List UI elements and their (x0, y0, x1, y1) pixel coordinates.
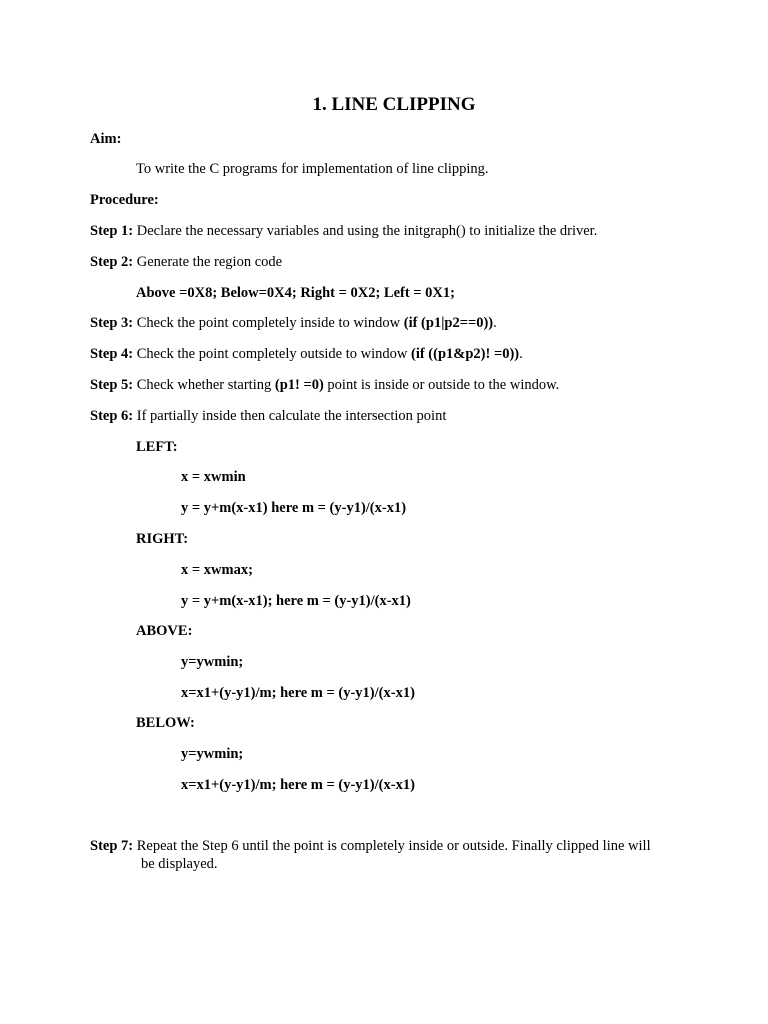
case-above-heading: ABOVE: (136, 623, 193, 639)
step-label: Step 2: (90, 254, 134, 270)
page-title: 1. LINE CLIPPING (312, 94, 476, 115)
step-text: Check the point completely outside to window (133, 346, 411, 362)
step-code: (p1! =0) (274, 377, 324, 393)
case-above-line-1: y=ywmin; (181, 654, 244, 670)
step-label: Step 5: (90, 377, 134, 393)
step-text: Generate the region code (133, 254, 283, 270)
step-label: Step 4: (90, 346, 134, 362)
step-label: Step 3: (90, 315, 134, 331)
procedure-heading: Procedure: (90, 192, 159, 208)
step-text: Repeat the Step 6 until the point is completely inside or outside. Finally clipped line will (133, 838, 651, 854)
case-left-line-1: x = xwmin (181, 469, 246, 485)
case-below-heading: BELOW: (136, 715, 195, 731)
step-5 (90, 376, 559, 394)
step-7 (90, 837, 651, 855)
step-4 (90, 345, 523, 363)
case-right-heading: RIGHT: (136, 531, 189, 547)
step-7-continuation: be displayed. (141, 856, 218, 872)
step-2 (90, 253, 282, 271)
step-label: Step 1: (90, 223, 134, 239)
case-left-heading: LEFT: (136, 439, 178, 455)
step-label: Step 7: (90, 838, 134, 854)
case-right-line-1: x = xwmax; (181, 562, 253, 578)
step-1 (90, 222, 597, 240)
case-below-line-1: y=ywmin; (181, 746, 244, 762)
step-code: (if ((p1&p2)! =0)) (410, 346, 520, 362)
step-text-end: . (519, 346, 523, 362)
region-code-values: Above =0X8; Below=0X4; Right = 0X2; Left = 0X1; (136, 285, 455, 301)
aim-heading: Aim: (90, 131, 122, 147)
step-text-end: point is inside or outside to the window. (323, 377, 560, 393)
step-3 (90, 314, 497, 332)
step-text: Declare the necessary variables and using the initgraph() to initialize the driver. (133, 223, 598, 239)
step-6 (90, 407, 446, 425)
step-text-end: . (493, 315, 497, 331)
case-right-line-2: y = y+m(x-x1); here m = (y-y1)/(x-x1) (181, 593, 411, 609)
case-below-line-2: x=x1+(y-y1)/m; here m = (y-y1)/(x-x1) (181, 777, 415, 793)
step-text: If partially inside then calculate the intersection point (133, 408, 447, 424)
case-above-line-2: x=x1+(y-y1)/m; here m = (y-y1)/(x-x1) (181, 685, 415, 701)
step-code: (if (p1|p2==0)) (403, 315, 494, 331)
case-left-line-2: y = y+m(x-x1) here m = (y-y1)/(x-x1) (181, 500, 407, 516)
step-label: Step 6: (90, 408, 134, 424)
aim-text: To write the C programs for implementation of line clipping. (136, 161, 489, 177)
step-text: Check whether starting (133, 377, 275, 393)
step-text: Check the point completely inside to window (133, 315, 404, 331)
